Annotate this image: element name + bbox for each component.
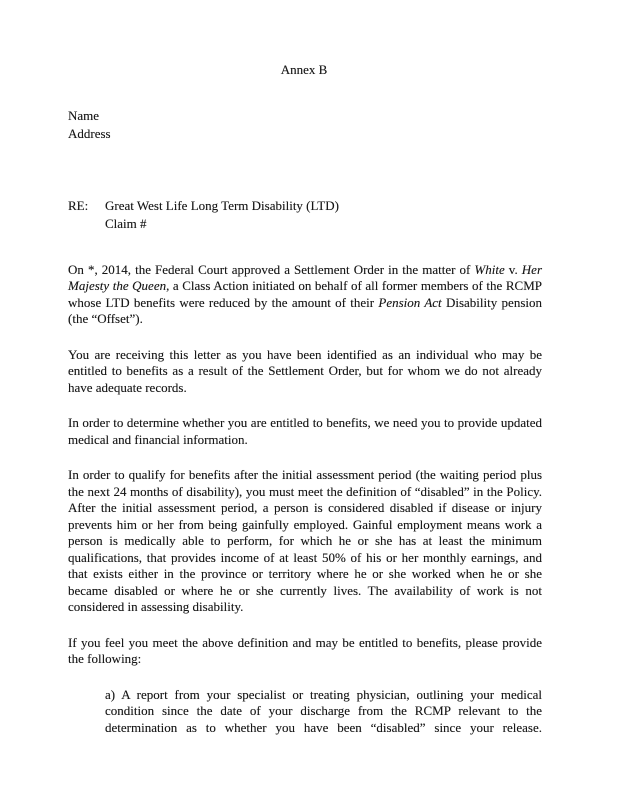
- paragraph-need-information: [68, 415, 542, 448]
- text-segment: Disability pension (the “Offset”).: [68, 294, 542, 326]
- italic-citation-segment: White: [474, 261, 505, 277]
- paragraph-item-a-specialist-report: [105, 687, 542, 737]
- paragraph-why-receiving-letter: [68, 347, 542, 397]
- annex-label: Annex B: [280, 62, 328, 77]
- text-segment: , a Class Action initiated on behalf of all former members of the RCMP whose LTD benefits were reduced by the amount of their: [68, 278, 543, 310]
- recipient-address-placeholder: Address: [68, 125, 111, 141]
- text-segment: If you feel you meet the above definition and may be entitled to benefits, please provide the following:: [68, 634, 542, 666]
- text-segment: a) A report from your specialist or treating physician, outlining your medical condition since the date of your discharge from the RCMP relevant to the determination as to whether you have been “disabled” since your release.: [105, 686, 542, 735]
- reference-label: RE:: [68, 197, 89, 213]
- paragraph-settlement-order: [68, 262, 542, 328]
- paragraph-provide-following: [68, 635, 542, 668]
- recipient-name-placeholder: Name: [68, 107, 100, 123]
- recipient-block: [68, 107, 542, 143]
- italic-citation-segment: Her Majesty the Queen: [68, 261, 542, 293]
- text-segment: In order to determine whether you are entitled to benefits, we need you to provide updated medical and financial information.: [68, 415, 542, 447]
- reference-subject: Great West Life Long Term Disability (LTD): [105, 197, 339, 213]
- letter-body: [0, 262, 624, 737]
- reference-lines: [105, 197, 542, 233]
- text-segment: You are receiving this letter as you have been identified as an individual who may be entitled to benefits as a result of the Settlement Order, but for whom we do not already have adequate records.: [68, 346, 542, 395]
- text-segment: On *, 2014, the Federal Court approved a Settlement Order in the matter of: [68, 261, 475, 277]
- text-segment: In order to qualify for benefits after the initial assessment period (the waiting period plus the next 24 months of disability), you must meet the definition of “disabled” in the Policy. After the initial assessment period, a person is considered disabled if disease or injury prevents him or her from being gainfully employed. Gainful employment means work a person is medically able to perform, for which he or she has at least the minimum qualifications, that provides income of at least 50% of his or her monthly earnings, and that exists either in the province or territory where he or she worked when he or she became disabled or where he or she currently lives. The availability of work is not considered in assessing disability.: [68, 467, 542, 614]
- text-segment: v.: [504, 261, 522, 277]
- reference-block: [68, 197, 542, 233]
- paragraph-definition-of-disabled: [68, 467, 542, 616]
- italic-citation-segment: Pension Act: [378, 294, 442, 310]
- reference-claim-number: Claim #: [105, 215, 147, 231]
